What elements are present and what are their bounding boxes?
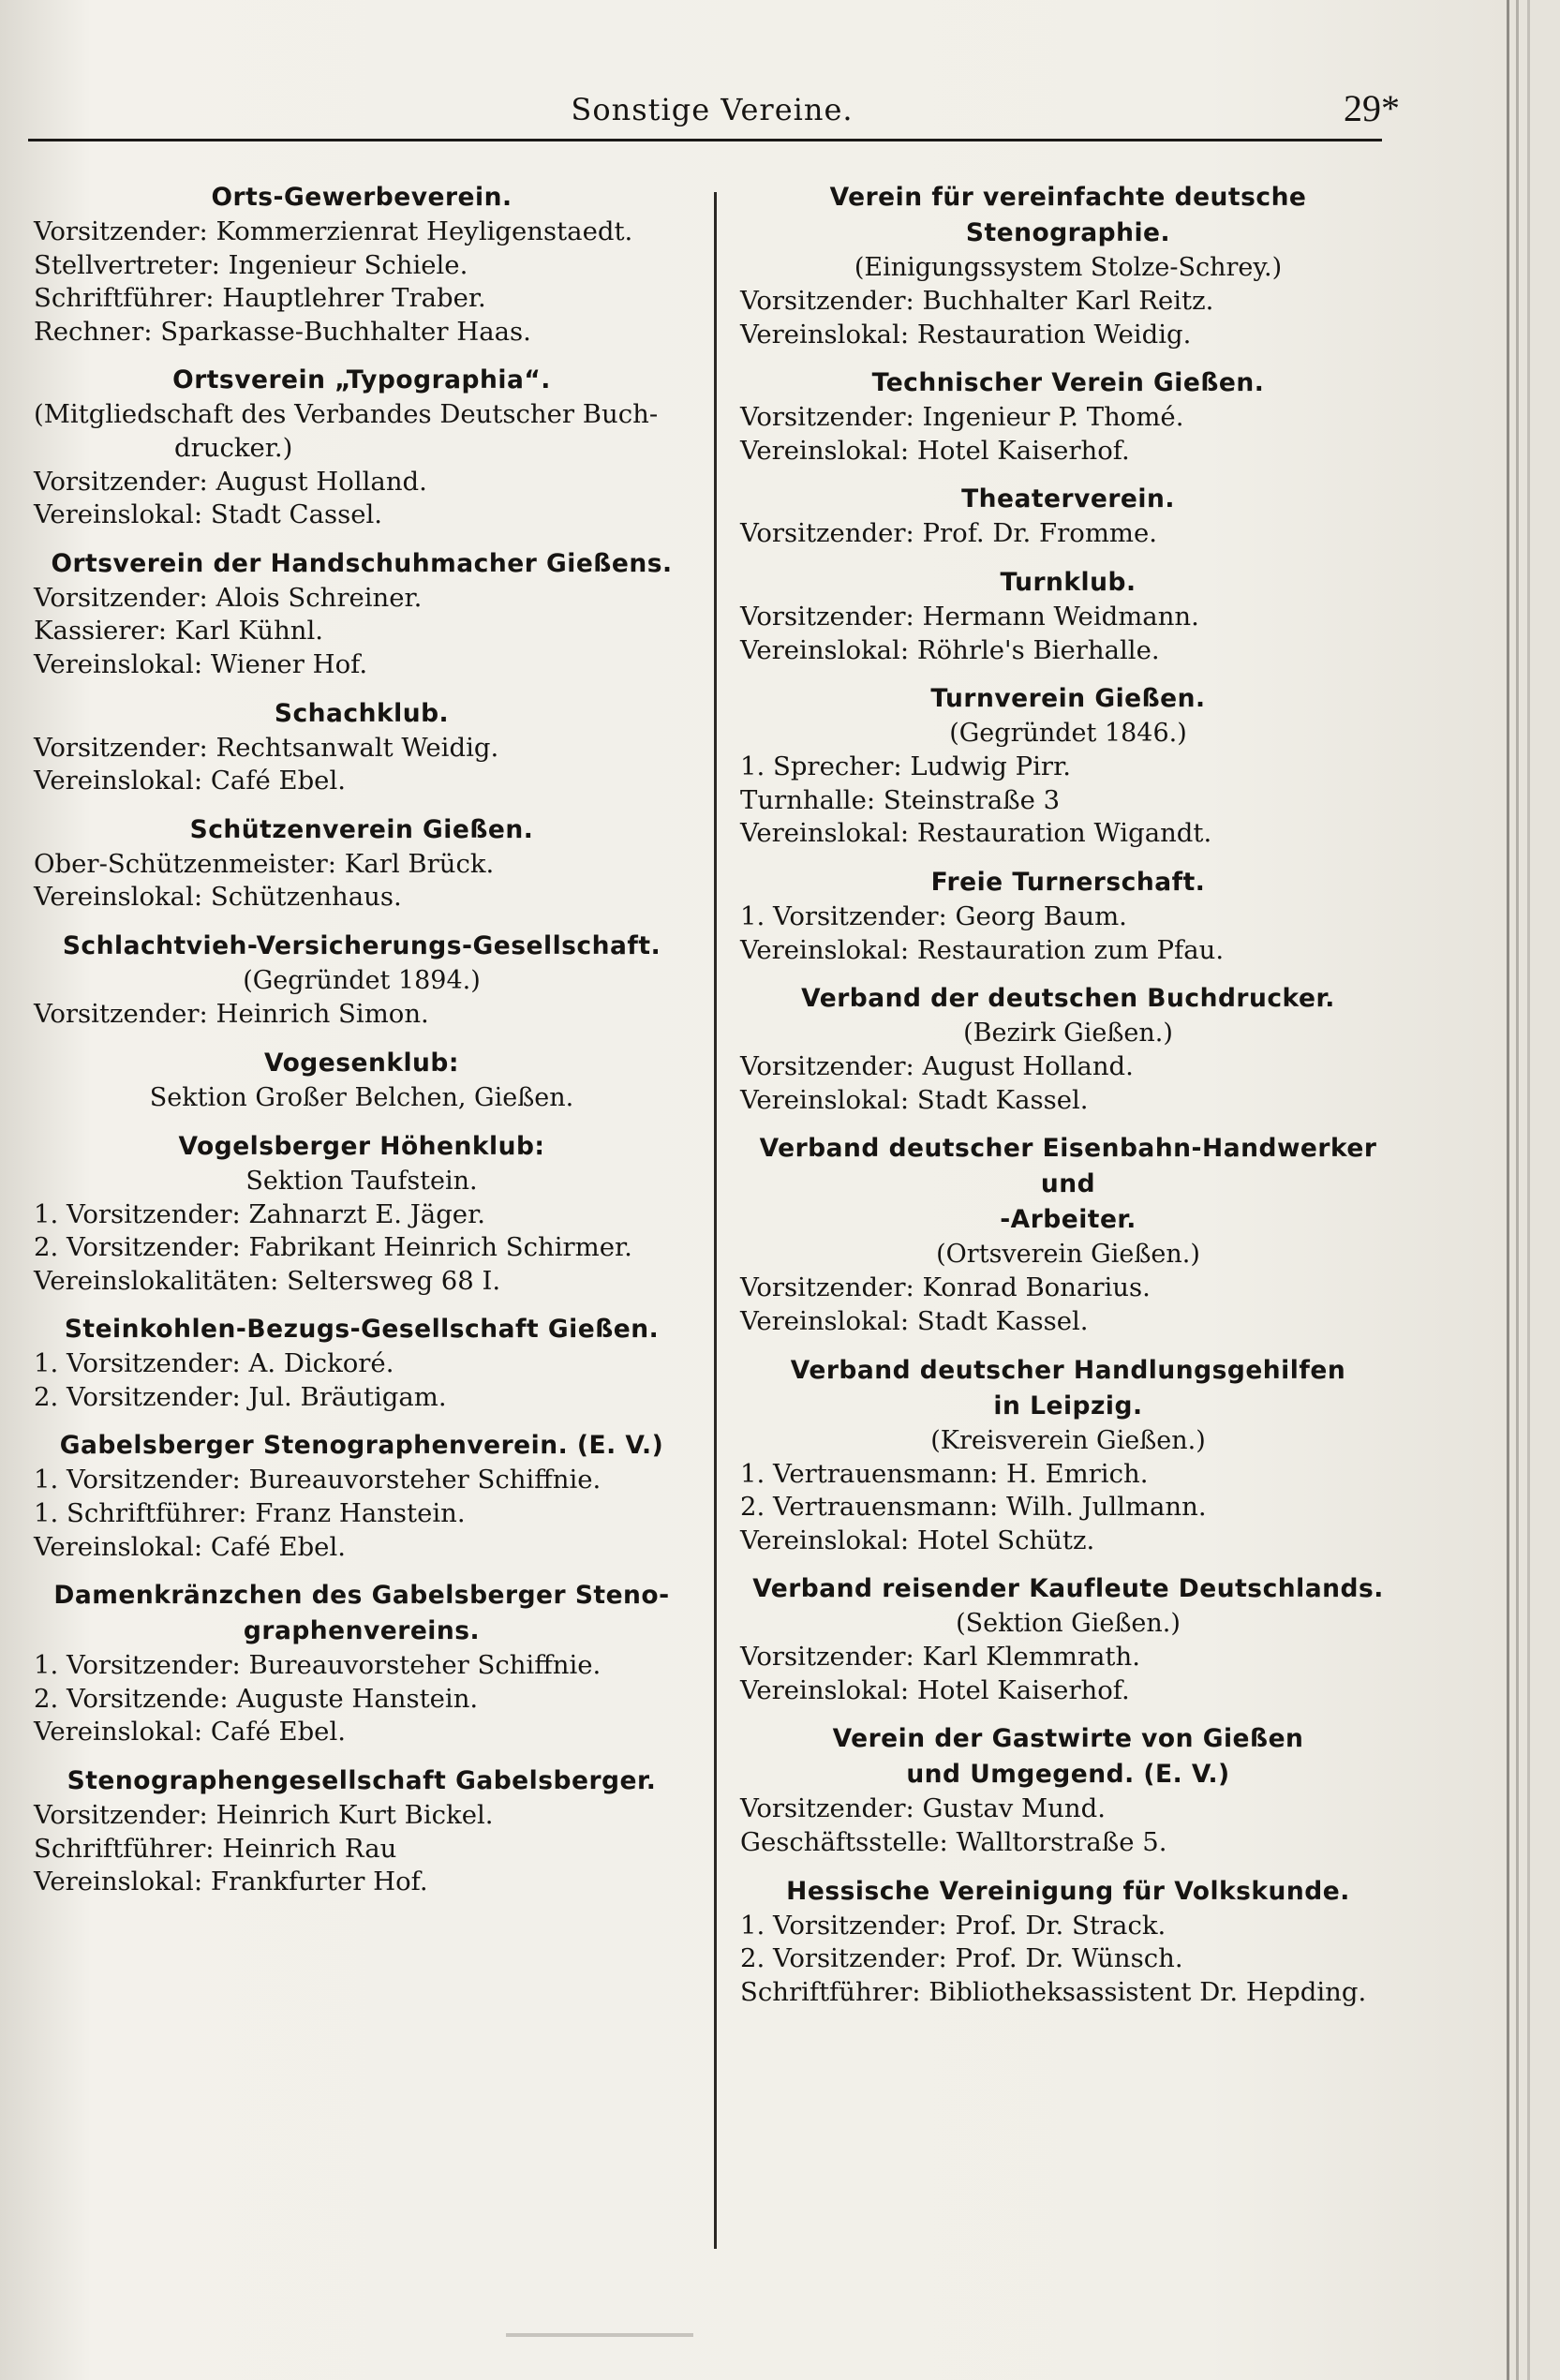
entry-heading: Turnverein Gießen. [930,684,1206,714]
entry-line: (Mitgliedschaft des Verbandes Deutscher Buch- [34,399,659,430]
entry-line: 1. Vorsitzender: Zahnarzt E. Jäger. [34,1198,485,1229]
association-entry [740,1874,1396,2010]
entry-heading: Stenographengesellschaft Gabelsberger. [67,1766,657,1796]
entry-subtitle: (Gegründet 1846.) [949,719,1187,749]
association-entry [740,365,1396,468]
entry-line: Vorsitzender: Kommerzienrat Heyligenstaedt. [34,216,633,246]
entry-heading: und Umgegend. (E. V.) [906,1760,1230,1790]
entry-subtitle: (Einigungssystem Stolze-Schrey.) [854,253,1283,282]
entry-line: Vereinslokal: Röhrle's Bierhalle. [740,634,1160,665]
entry-line: Vereinslokal: Stadt Kassel. [740,1084,1089,1115]
entry-heading: Orts-Gewerbeverein. [211,183,513,212]
entry-line: Vereinslokal: Café Ebel. [34,1531,346,1562]
entry-subtitle: (Ortsverein Gießen.) [936,1240,1200,1270]
association-entry [740,1721,1396,1859]
entry-line: Vereinslokal: Restauration Wigandt. [740,818,1212,849]
entry-line: Vorsitzender: Gustav Mund. [740,1793,1106,1824]
entry-line: 1. Vorsitzender: Bureauvorsteher Schiffnie. [34,1465,602,1495]
rule-mark [506,2333,693,2337]
association-entry [34,1129,690,1299]
header-rule [28,139,1382,141]
entry-subtitle: (Sektion Gießen.) [956,1609,1181,1639]
entry-heading: Verein für vereinfachte deutsche Stenographie. [829,183,1307,247]
entry-heading: Vogelsberger Höhenklub: [178,1131,545,1161]
association-entry [740,180,1396,351]
entry-line: Kassierer: Karl Kühnl. [34,616,324,647]
entry-line: Vorsitzender: Karl Klemmrath. [740,1642,1140,1673]
left-column [34,180,690,1899]
entry-heading: Schlachtvieh-Versicherungs-Gesellschaft. [62,930,661,960]
entry-line: 2. Vorsitzender: Fabrikant Heinrich Schirmer. [34,1232,632,1263]
entry-heading: Freie Turnerschaft. [930,867,1206,897]
entry-line: Vorsitzender: Hermann Weidmann. [740,601,1199,632]
association-entry [740,865,1396,967]
entry-line: Vereinslokal: Frankfurter Hof. [34,1867,428,1897]
entry-subtitle: (Bezirk Gießen.) [963,1019,1173,1049]
entry-heading: Damenkränzchen des Gabelsberger Steno- [53,1581,670,1611]
entry-line: Vorsitzender: Ingenieur P. Thomé. [740,402,1184,433]
entry-line: 1. Sprecher: Ludwig Pirr. [740,751,1071,782]
entry-line: Stellvertreter: Ingenieur Schiele. [34,249,468,280]
entry-line: 2. Vorsitzender: Jul. Bräutigam. [34,1381,447,1412]
entry-subtitle: (Kreisverein Gießen.) [930,1425,1206,1455]
entry-heading: Ortsverein „Typographia“. [172,365,551,395]
entry-line: Vorsitzender: Alois Schreiner. [34,582,423,613]
column-divider [714,192,717,2249]
association-entry [34,696,690,798]
entry-line: Ober-Schützenmeister: Karl Brück. [34,848,495,879]
entry-line: Turnhalle: Steinstraße 3 [740,784,1061,815]
entry-heading: Theaterverein. [961,484,1175,514]
entry-heading: -Arbeiter. [1000,1205,1137,1235]
association-entry [34,1312,690,1414]
entry-heading: Verband deutscher Handlungsgehilfen [790,1355,1346,1385]
entry-heading: Hessische Vereinigung für Volkskunde. [786,1876,1350,1906]
entry-line: 1. Schriftführer: Franz Hanstein. [34,1498,466,1529]
entry-heading: Turnklub. [1000,567,1137,597]
association-entry [740,1353,1396,1558]
entry-line: Vereinslokal: Restauration zum Pfau. [740,934,1225,965]
entry-subtitle: (Gegründet 1894.) [243,965,481,995]
entry-heading: Verein der Gastwirte von Gießen [832,1724,1304,1754]
entry-line: Vereinslokal: Stadt Cassel. [34,499,383,530]
entry-line: 2. Vorsitzender: Prof. Dr. Wünsch. [740,1943,1183,1974]
entry-line: 1. Vorsitzender: A. Dickoré. [34,1348,394,1379]
association-entry [34,180,690,349]
entry-line: Vorsitzender: August Holland. [740,1051,1134,1082]
entry-line: Vereinslokal: Hotel Kaiserhof. [740,435,1130,466]
entry-line: Vereinslokal: Schützenhaus. [34,882,402,913]
association-entry [34,1763,690,1899]
right-column [740,180,1396,2009]
association-entry [34,1046,690,1115]
entry-heading: Verband der deutschen Buchdrucker. [801,984,1335,1014]
entry-line: 1. Vorsitzender: Bureauvorsteher Schiffnie. [34,1650,602,1681]
entry-heading: Schachklub. [274,698,450,728]
entry-line: Vereinslokal: Café Ebel. [34,766,346,796]
association-entry [740,482,1396,551]
entry-line: 1. Vorsitzender: Prof. Dr. Strack. [740,1910,1166,1941]
running-title: Sonstige Vereine. [571,92,854,127]
association-entry [34,363,690,531]
entry-heading: Technischer Verein Gießen. [871,368,1265,398]
entry-line: Vereinslokal: Hotel Kaiserhof. [740,1674,1130,1705]
entry-heading: Schützenverein Gießen. [189,814,534,844]
entry-heading: Steinkohlen-Bezugs-Gesellschaft Gießen. [64,1315,660,1345]
entry-line: Vereinslokal: Hotel Schütz. [740,1525,1095,1555]
association-entry [34,1428,690,1564]
entry-line: Schriftführer: Bibliotheksassistent Dr. Hepding. [740,1976,1367,2007]
entry-line: Geschäftsstelle: Walltorstraße 5. [740,1827,1167,1858]
entry-heading: in Leipzig. [993,1391,1143,1421]
running-header [37,86,1400,131]
entry-line: Vorsitzender: Rechtsanwalt Weidig. [34,732,499,763]
entry-line: Vereinslokal: Stadt Kassel. [740,1305,1089,1336]
entry-heading: Verband deutscher Eisenbahn-Handwerker und [759,1134,1377,1199]
entry-heading: Verband reisender Kaufleute Deutschlands. [752,1574,1384,1604]
entry-subtitle: Sektion Taufstein. [245,1166,478,1196]
entry-line: Vorsitzender: Heinrich Simon. [34,998,429,1029]
entry-line: drucker.) [174,432,293,463]
page-edge [1507,0,1509,2380]
entry-line: Rechner: Sparkasse-Buchhalter Haas. [34,316,531,347]
association-entry [34,812,690,915]
entry-line: Vereinslokal: Wiener Hof. [34,648,368,679]
entry-heading: Vogesenklub: [264,1048,459,1078]
entry-line: Vorsitzender: Heinrich Kurt Bickel. [34,1800,494,1831]
association-entry [34,929,690,1032]
entry-heading: Gabelsberger Stenographenverein. (E. V.) [59,1431,664,1461]
page-edge [1516,0,1519,2380]
entry-line: Vorsitzender: August Holland. [34,466,427,497]
association-entry [740,565,1396,667]
entry-line: 2. Vorsitzende: Auguste Hanstein. [34,1683,479,1714]
association-entry [740,981,1396,1117]
entry-line: Vorsitzender: Konrad Bonarius. [740,1272,1151,1303]
entry-heading: Ortsverein der Handschuhmacher Gießens. [51,548,673,578]
entry-line: Schriftführer: Heinrich Rau [34,1833,397,1864]
entry-line: Vereinslokal: Restauration Weidig. [740,319,1192,350]
association-entry [740,1131,1396,1338]
entry-line: Schriftführer: Hauptlehrer Traber. [34,283,486,314]
entry-subtitle: Sektion Großer Belchen, Gießen. [149,1082,574,1112]
association-entry [740,681,1396,851]
association-entry [740,1571,1396,1707]
entry-line: Vereinslokalitäten: Seltersweg 68 I. [34,1265,501,1296]
entry-line: 1. Vorsitzender: Georg Baum. [740,900,1127,931]
page-edge [1527,0,1530,2380]
page-number: 29* [1344,87,1400,129]
entry-line: Vorsitzender: Prof. Dr. Fromme. [740,518,1157,549]
entry-line: Vereinslokal: Café Ebel. [34,1717,346,1748]
entry-line: 1. Vertrauensmann: H. Emrich. [740,1458,1149,1489]
entry-line: 2. Vertrauensmann: Wilh. Jullmann. [740,1492,1207,1523]
entry-heading: graphenvereins. [243,1616,481,1646]
association-entry [34,1578,690,1749]
association-entry [34,546,690,682]
entry-line: Vorsitzender: Buchhalter Karl Reitz. [740,286,1214,316]
